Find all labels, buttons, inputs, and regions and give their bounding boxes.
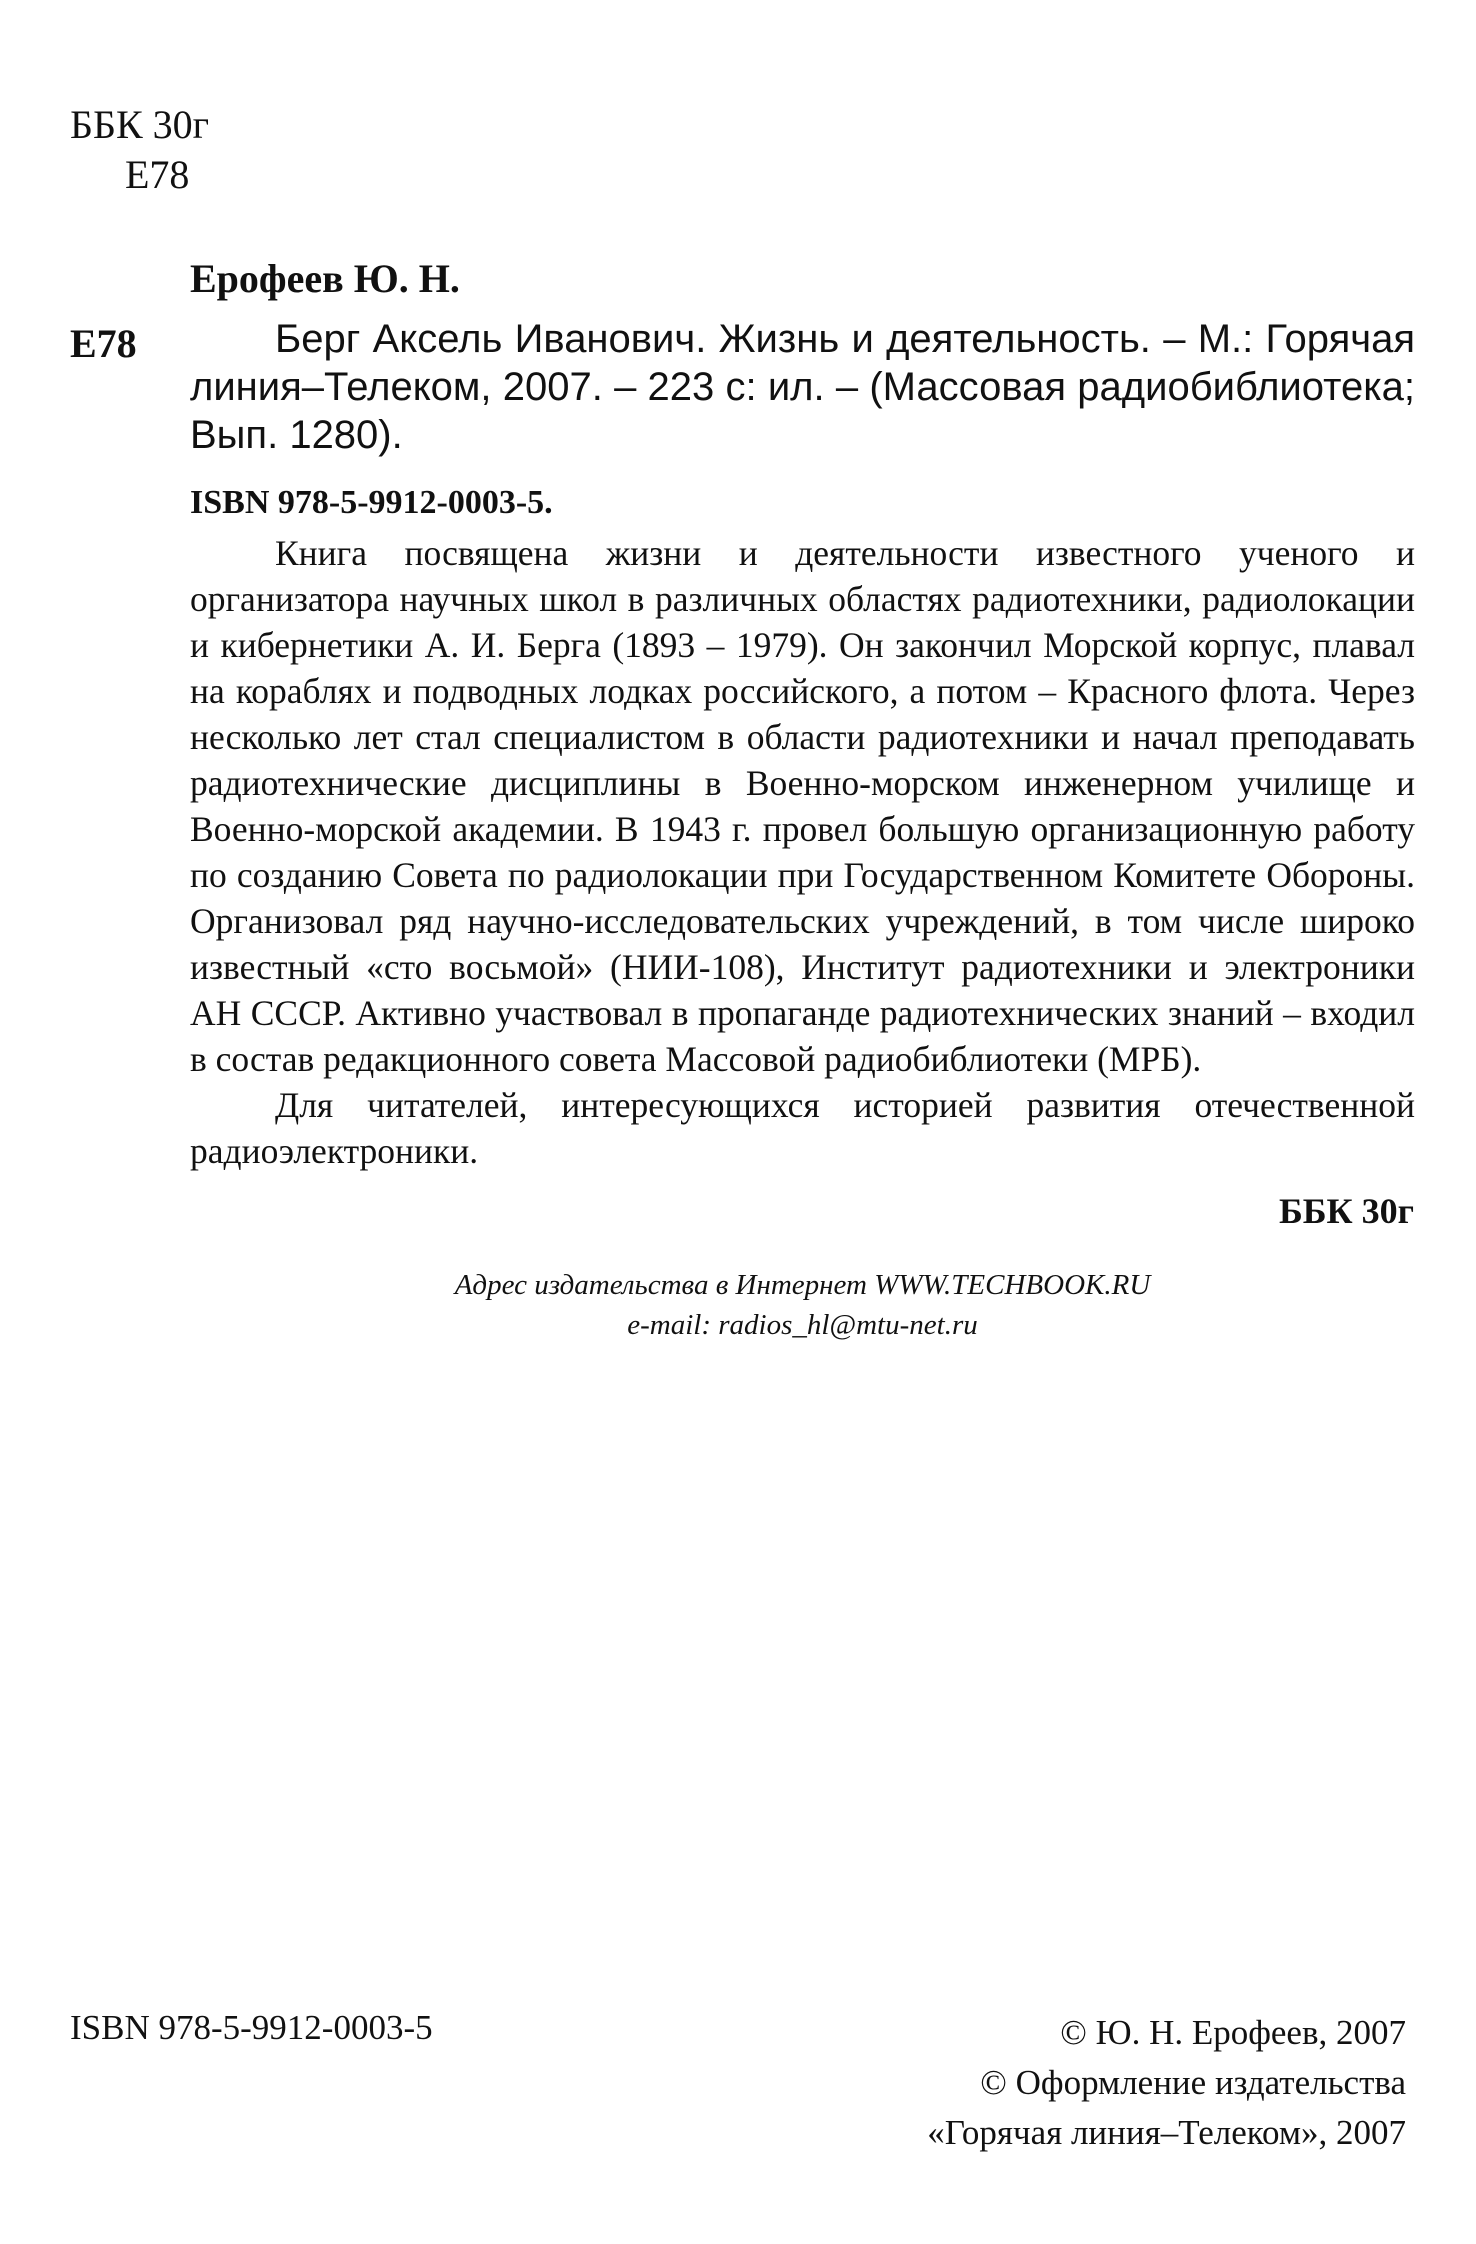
website-line: Адрес издательства в Интернет WWW.TECHBOOK.RU [454, 1269, 1151, 1301]
copyright-block [927, 2008, 1406, 2158]
bbk-classification: ББК 30г [1278, 1191, 1414, 1231]
author-mark: Е78 [125, 152, 190, 197]
annotation-paragraph: Книга посвящена жизни и деятельности известного ученого и организатора научных школ в различных областях радиотехники, радиолокации и кибернетики А. И. Берга (1893 – 1979). Он закончил Морской корпус, плавал на кораблях и подводных лодках российского, а потом – Красного флота. Через несколько лет стал специалистом в области радиотехники и начал преподавать радиотехнические дисциплины в Военно-морском инженерном училище и Военно-морской академии. В 1943 г. провел большую организационную работу по созданию Совета по радиолокации при Государственном Комитете Обороны. Организовал ряд научно-исследовательских учреждений, в том числе широко известный «сто восьмой» (НИИ-108), Институт радиотехники и электроники АН СССР. Активно участвовал в пропаганде радиотехнических знаний – входил в состав редакционного совета Массовой радиобиблиотеки (МРБ). [190, 533, 1415, 1079]
copyright-design: © Оформление издательства [980, 2063, 1406, 2102]
bibliographic-description: Берг Аксель Иванович. Жизнь и деятельность. – М.: Горячая линия–Телеком, 2007. – 223 с: ил. – (Массовая радиобиблиотека; Вып. 1280). [190, 317, 1415, 457]
annotation [190, 530, 1415, 1174]
isbn-entry: ISBN 978-5-9912-0003-5. [190, 484, 553, 521]
copyright-publisher: «Горячая линия–Телеком», 2007 [927, 2113, 1406, 2152]
author-code: Е78 [70, 321, 137, 366]
email-line: e-mail: radios_hl@mtu-net.ru [627, 1309, 978, 1341]
annotation-audience: Для читателей, интересующихся историей развития отечественной радиоэлектроники. [190, 1085, 1415, 1171]
copyright-author: © Ю. Н. Ерофеев, 2007 [1060, 2013, 1406, 2052]
author-heading: Ерофеев Ю. Н. [190, 256, 460, 301]
bbk-header [70, 100, 209, 200]
footer-isbn: ISBN 978-5-9912-0003-5 [70, 2008, 433, 2047]
bbk-index: ББК 30г [70, 102, 210, 147]
publisher-address [190, 1265, 1415, 1345]
